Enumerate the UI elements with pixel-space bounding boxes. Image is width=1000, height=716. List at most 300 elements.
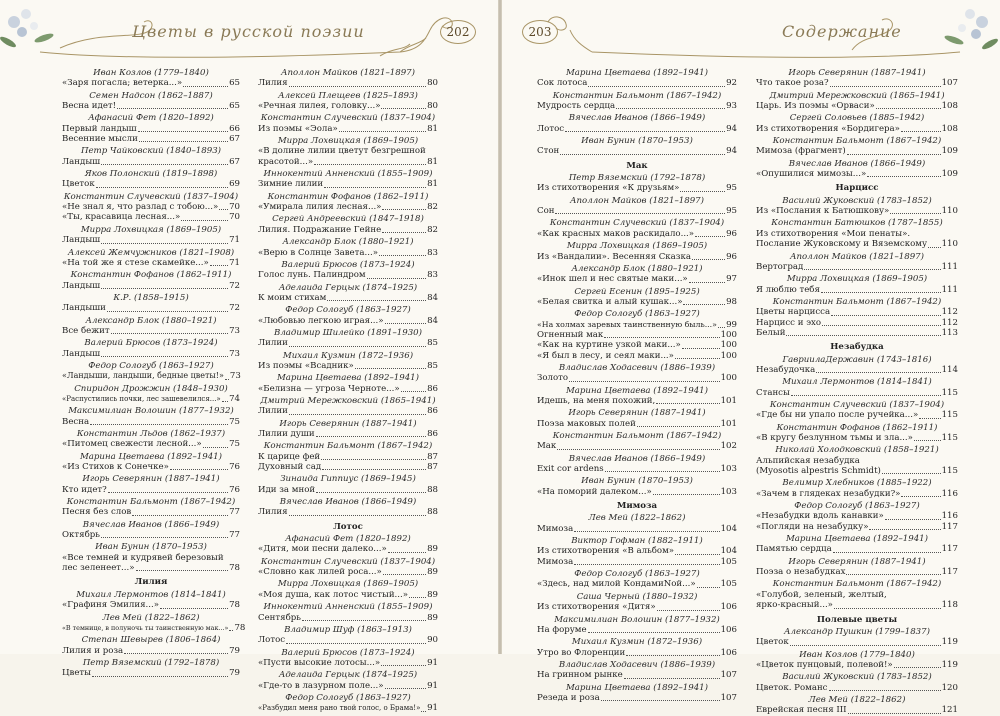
toc-entry bbox=[258, 590, 438, 600]
dot-leader bbox=[847, 154, 941, 155]
toc-entry-title: Из стихотворения «К друзьям» bbox=[537, 183, 680, 194]
toc-entry-title: «На той же я стезе скамейке...» bbox=[62, 257, 209, 268]
toc-entry bbox=[62, 101, 240, 111]
dot-leader bbox=[718, 327, 725, 328]
toc-entry bbox=[537, 396, 737, 406]
toc-entry bbox=[258, 293, 438, 303]
toc-page-number: 100 bbox=[720, 373, 737, 384]
toc-page-number: 66 bbox=[229, 123, 240, 134]
toc-page-number: 95 bbox=[726, 206, 737, 217]
toc-entry-title: лес зеленеет...» bbox=[62, 563, 135, 574]
toc-page-number: 78 bbox=[234, 622, 246, 633]
toc-entry bbox=[62, 349, 240, 359]
toc-entry bbox=[756, 660, 958, 670]
dot-leader bbox=[616, 108, 725, 109]
toc-entry-title: Лилия bbox=[258, 78, 288, 89]
dot-leader bbox=[409, 597, 426, 598]
toc-entry bbox=[756, 388, 958, 398]
dot-leader bbox=[286, 643, 426, 644]
dot-leader bbox=[96, 187, 228, 188]
toc-page-number: 70 bbox=[229, 212, 240, 223]
toc-page-number: 84 bbox=[427, 315, 438, 326]
toc-page-number: 103 bbox=[720, 486, 737, 497]
toc-author: Михаил Лермонтов (1814–1841) bbox=[76, 589, 226, 600]
toc-entry bbox=[537, 464, 737, 474]
toc-author: Афанасий Фет (1820–1892) bbox=[285, 534, 411, 545]
toc-author: Александр Пушкин (1799–1837) bbox=[784, 626, 930, 637]
dot-leader bbox=[117, 108, 228, 109]
toc-entry bbox=[756, 600, 958, 610]
toc-author: Валерий Брюсов (1873–1924) bbox=[84, 338, 218, 349]
toc-entry-title: Весна bbox=[62, 416, 90, 427]
right-page bbox=[502, 0, 1000, 716]
toc-entry bbox=[62, 78, 240, 88]
toc-author: Афанасий Фет (1820–1892) bbox=[88, 113, 214, 124]
toc-entry-title: Что такое роза? bbox=[756, 78, 829, 89]
toc-page-number: 73 bbox=[229, 348, 240, 359]
dot-leader bbox=[560, 154, 725, 155]
dot-leader bbox=[697, 587, 720, 588]
toc-page-number: 83 bbox=[427, 270, 438, 281]
toc-section-heading: Мак bbox=[626, 160, 648, 171]
toc-entry bbox=[756, 567, 958, 577]
toc-page-number: 107 bbox=[720, 670, 737, 681]
toc-author: Николай Холодковский (1858–1921) bbox=[775, 445, 939, 456]
toc-entry bbox=[62, 258, 240, 268]
toc-page-number: 89 bbox=[427, 567, 438, 578]
toc-author: Александр Блок (1880–1921) bbox=[571, 263, 703, 274]
dot-leader bbox=[830, 86, 941, 87]
toc-page-number: 94 bbox=[726, 146, 737, 157]
toc-entry bbox=[258, 316, 438, 326]
toc-entry-title: красотой...» bbox=[258, 156, 314, 167]
toc-author: Михаил Лермонтов (1814–1841) bbox=[782, 377, 932, 388]
toc-page-number: 67 bbox=[229, 156, 240, 167]
toc-entry bbox=[62, 212, 240, 222]
toc-page-number: 118 bbox=[941, 600, 958, 611]
toc-entry-title: Я люблю тебя bbox=[756, 284, 820, 295]
toc-entry-title: «Где-то в лазурном поле...» bbox=[258, 680, 384, 691]
toc-page-number: 101 bbox=[720, 395, 737, 406]
dot-leader bbox=[588, 632, 720, 633]
toc-entry-title: Идешь, на меня похожий, bbox=[537, 395, 656, 406]
toc-entry bbox=[62, 134, 240, 144]
dot-leader bbox=[605, 471, 720, 472]
dot-leader bbox=[901, 131, 941, 132]
dot-leader bbox=[382, 232, 426, 233]
toc-page-number: 117 bbox=[941, 544, 958, 555]
toc-author: Александр Блок (1880–1921) bbox=[282, 237, 414, 248]
toc-entry bbox=[62, 646, 240, 656]
toc-author: Иван Бунин (1870–1953) bbox=[581, 476, 693, 487]
toc-entry bbox=[756, 522, 958, 532]
toc-entry-title: «Ты, красавица лесная...» bbox=[62, 212, 181, 223]
toc-entry bbox=[537, 557, 737, 567]
toc-author: Виктор Гофман (1882–1911) bbox=[571, 536, 703, 547]
dot-leader bbox=[695, 236, 725, 237]
toc-page-number: 76 bbox=[229, 484, 240, 495]
toc-page-number: 89 bbox=[427, 544, 438, 555]
dot-leader bbox=[181, 220, 228, 221]
toc-author: Марина Цветаева (1892–1941) bbox=[565, 682, 708, 693]
toc-entry-title: «Разбудил меня рано твой голос, о Брама!» bbox=[258, 704, 421, 713]
toc-entry-title: ярко-красный...» bbox=[756, 600, 833, 611]
dot-leader bbox=[569, 381, 720, 382]
toc-entry bbox=[756, 511, 958, 521]
dot-leader bbox=[92, 676, 228, 677]
toc-entry bbox=[62, 326, 240, 336]
toc-author: Игорь Северянин (1887–1941) bbox=[82, 474, 220, 485]
dot-leader bbox=[588, 86, 725, 87]
toc-page-number: 70 bbox=[229, 202, 240, 213]
toc-author: Константин Бальмонт (1867–1942) bbox=[263, 441, 433, 452]
toc-page-number: 117 bbox=[941, 521, 958, 532]
dot-leader bbox=[316, 492, 426, 493]
toc-author: Константин Случевский (1837–1904) bbox=[63, 191, 239, 202]
toc-entry-title: Памятью сердца bbox=[756, 544, 832, 555]
toc-author: Константин Бальмонт (1867–1942) bbox=[772, 136, 942, 147]
toc-entry-title: Мудрость сердца bbox=[537, 101, 616, 112]
toc-entry bbox=[258, 613, 438, 623]
toc-entry-title: «Зачем в глядеках незабудки?» bbox=[756, 488, 901, 499]
toc-entry-line: «Все темней и кудрявей березовый bbox=[62, 552, 224, 563]
dot-leader bbox=[203, 447, 228, 448]
toc-page-number: 75 bbox=[229, 439, 240, 450]
toc-page-number: 87 bbox=[427, 462, 438, 473]
toc-entry bbox=[756, 705, 958, 715]
toc-entry bbox=[756, 410, 958, 420]
toc-page-number: 105 bbox=[720, 579, 737, 590]
toc-section-heading: Полевые цветы bbox=[816, 614, 898, 625]
toc-page-number: 67 bbox=[229, 134, 240, 145]
toc-author: Аполлон Майков (1821–1897) bbox=[570, 195, 704, 206]
toc-entry bbox=[62, 507, 240, 517]
toc-entry bbox=[258, 544, 438, 554]
toc-page-number: 109 bbox=[941, 146, 958, 157]
toc-entry-title: Белый bbox=[756, 327, 786, 338]
toc-page-number: 89 bbox=[427, 612, 438, 623]
toc-entry bbox=[258, 361, 438, 371]
toc-entry-title: «Незабудки вдоль канавки» bbox=[756, 511, 884, 522]
toc-section-heading: Лотос bbox=[333, 521, 363, 532]
dot-leader bbox=[604, 337, 719, 338]
toc-page-number: 107 bbox=[720, 692, 737, 703]
toc-author: Лев Мей (1822–1862) bbox=[102, 612, 200, 623]
toc-entry bbox=[537, 78, 737, 88]
toc-page-number: 110 bbox=[941, 206, 958, 217]
toc-entry-title: К моим стихам bbox=[258, 292, 327, 303]
toc-page-number: 91 bbox=[427, 703, 438, 714]
dot-leader bbox=[401, 391, 426, 392]
toc-entry-title: «Пусти высокие лотосы...» bbox=[258, 657, 381, 668]
toc-page-number: 110 bbox=[941, 239, 958, 250]
toc-page-number: 100 bbox=[720, 329, 737, 340]
toc-section-heading: Незабудка bbox=[830, 342, 884, 353]
toc-entry bbox=[258, 101, 438, 111]
page-number: 202 bbox=[440, 20, 476, 44]
toc-entry bbox=[756, 433, 958, 443]
toc-entry-title: Из стихотворения «Дитя» bbox=[537, 602, 656, 613]
dot-leader bbox=[339, 131, 426, 132]
toc-author: Иван Козлов (1779–1840) bbox=[799, 649, 915, 660]
toc-entry-title: Лилия bbox=[258, 507, 288, 518]
toc-author: Зинаида Гиппиус (1869–1945) bbox=[280, 474, 416, 485]
toc-entry-title: «Питомец свежести лесной...» bbox=[62, 439, 202, 450]
toc-author: Аполлон Майков (1821–1897) bbox=[281, 68, 415, 78]
toc-page-number: 82 bbox=[427, 202, 438, 213]
dot-leader bbox=[316, 436, 426, 437]
dot-leader bbox=[111, 333, 228, 334]
toc-entry bbox=[62, 439, 240, 449]
right-page-header bbox=[502, 0, 1000, 62]
floral-ornament-icon bbox=[502, 0, 1000, 62]
toc-entry-line: «В долине лилии цветут безгрешной bbox=[258, 146, 426, 157]
toc-entry bbox=[62, 303, 240, 313]
dot-leader bbox=[136, 570, 229, 571]
dot-leader bbox=[928, 247, 941, 248]
dot-leader bbox=[210, 265, 228, 266]
toc-entry-title: Октябрь bbox=[62, 530, 100, 541]
dot-leader bbox=[355, 368, 426, 369]
toc-entry bbox=[537, 124, 737, 134]
toc-entry bbox=[258, 157, 438, 167]
toc-page-number: 85 bbox=[427, 338, 438, 349]
toc-page-number: 107 bbox=[941, 78, 958, 89]
toc-entry-title: Утро во Флоренции bbox=[537, 647, 626, 658]
toc-author: Иннокентий Анненский (1855–1909) bbox=[263, 602, 433, 613]
dot-leader bbox=[791, 395, 941, 396]
toc-entry bbox=[62, 157, 240, 167]
toc-entry-title: Лилия. Подражание Гейне bbox=[258, 224, 382, 235]
toc-entry-title: Лилии bbox=[258, 406, 288, 417]
toc-section-heading: Лилия bbox=[134, 577, 168, 588]
toc-author: Максимилиан Волошин (1877–1932) bbox=[68, 406, 234, 417]
toc-entry-title: «Белизна — угроза Черноте...» bbox=[258, 383, 400, 394]
dot-leader bbox=[183, 86, 228, 87]
toc-entry bbox=[62, 668, 240, 678]
toc-entry-title: Лотос bbox=[258, 635, 286, 646]
toc-page-number: 79 bbox=[229, 645, 240, 656]
toc-entry-title: Из стихотворения «Бордигера» bbox=[756, 123, 900, 134]
dot-leader bbox=[138, 131, 228, 132]
toc-entry bbox=[537, 441, 737, 451]
toc-entry-title: Кто идет? bbox=[62, 484, 107, 495]
dot-leader bbox=[289, 346, 426, 347]
toc-entry bbox=[62, 202, 240, 212]
dot-leader bbox=[388, 552, 426, 553]
toc-entry-title: «Заря погасла; ветерка...» bbox=[62, 78, 183, 89]
dot-leader bbox=[289, 86, 427, 87]
toc-author: Дмитрий Мережковский (1865–1941) bbox=[260, 395, 436, 406]
dot-leader bbox=[869, 529, 940, 530]
toc-page-number: 73 bbox=[229, 371, 241, 382]
toc-page-number: 91 bbox=[427, 657, 438, 668]
toc-author: Игорь Северянин (1887–1941) bbox=[788, 556, 926, 567]
toc-page-number: 111 bbox=[941, 284, 958, 295]
toc-author: Федор Сологуб (1863–1927) bbox=[794, 501, 920, 512]
toc-entry-title: Цветы нарцисса bbox=[756, 307, 831, 318]
toc-entry bbox=[537, 297, 737, 307]
dot-leader bbox=[160, 608, 228, 609]
toc-entry bbox=[62, 417, 240, 427]
toc-page-number: 115 bbox=[941, 466, 958, 477]
toc-entry-title: Мимоза (фрагмент) bbox=[756, 146, 846, 157]
toc-author: Михаил Кузмин (1872–1936) bbox=[571, 637, 703, 648]
toc-entry bbox=[537, 351, 737, 361]
dot-leader bbox=[302, 620, 426, 621]
toc-page-number: 115 bbox=[941, 387, 958, 398]
toc-page-number: 115 bbox=[941, 433, 958, 443]
toc-entry-title: Духовный сад bbox=[258, 462, 322, 473]
toc-author: Саша Черный (1880–1932) bbox=[576, 591, 698, 602]
dot-leader bbox=[848, 713, 941, 714]
toc-entry bbox=[537, 693, 737, 703]
toc-page-number: 91 bbox=[427, 680, 438, 691]
toc-page-number: 88 bbox=[427, 507, 438, 518]
dot-leader bbox=[225, 379, 229, 380]
toc-author: Василий Жуковский (1783–1852) bbox=[782, 672, 932, 683]
toc-entry bbox=[537, 546, 737, 556]
toc-page-number: 95 bbox=[726, 183, 737, 194]
toc-page-number: 93 bbox=[726, 101, 737, 112]
toc-entry bbox=[756, 101, 958, 111]
dot-leader bbox=[834, 608, 941, 609]
dot-leader bbox=[822, 325, 941, 326]
toc-author: Аделаида Герцык (1874–1925) bbox=[278, 670, 418, 681]
toc-entry-title: Незабудочка bbox=[756, 364, 816, 375]
toc-author: Велимир Хлебников (1885–1922) bbox=[782, 478, 932, 489]
toc-author: Иван Бунин (1870–1953) bbox=[95, 542, 207, 553]
toc-entry-title: Поэза маковых полей bbox=[537, 418, 636, 429]
toc-entry bbox=[537, 625, 737, 635]
toc-entry bbox=[62, 622, 246, 633]
toc-page-number: 114 bbox=[941, 364, 958, 375]
toc-page-number: 109 bbox=[941, 169, 958, 180]
dot-leader bbox=[101, 537, 228, 538]
dot-leader bbox=[385, 688, 427, 689]
toc-page-number: 77 bbox=[229, 507, 240, 518]
dot-leader bbox=[139, 141, 228, 142]
dot-leader bbox=[383, 574, 426, 575]
toc-entry-title: Цветок bbox=[756, 637, 789, 648]
toc-entry-title: Стансы bbox=[756, 387, 790, 398]
toc-page-number: 119 bbox=[941, 659, 958, 670]
toc-entry-title: «Из Стихов к Сонечке» bbox=[62, 462, 169, 473]
dot-leader bbox=[289, 414, 426, 415]
dot-leader bbox=[914, 440, 941, 441]
toc-page-number: 71 bbox=[229, 235, 240, 246]
toc-page-number: 112 bbox=[941, 317, 958, 328]
toc-page-number: 86 bbox=[427, 383, 438, 394]
toc-entry-line: Альпийская незабудка bbox=[756, 455, 860, 466]
toc-author: Владимир Шилейко (1891–1930) bbox=[274, 327, 422, 338]
toc-entry-title: «Умирала лилия лесная...» bbox=[258, 202, 382, 213]
toc-page-number: 87 bbox=[427, 451, 438, 462]
toc-entry bbox=[756, 328, 958, 338]
toc-page-number: 100 bbox=[720, 350, 737, 361]
toc-page-number: 111 bbox=[941, 261, 958, 272]
dot-leader bbox=[831, 315, 940, 316]
toc-entry-title: Цветок bbox=[62, 179, 95, 190]
toc-author: Аполлон Майков (1821–1897) bbox=[790, 251, 924, 262]
toc-entry bbox=[537, 419, 737, 429]
toc-page-number: 76 bbox=[229, 462, 240, 473]
dot-leader bbox=[421, 711, 426, 712]
toc-entry-title: К царице фей bbox=[258, 451, 321, 462]
dot-leader bbox=[683, 304, 725, 305]
toc-author: Марина Цветаева (1892–1941) bbox=[785, 534, 928, 545]
dot-leader bbox=[680, 191, 725, 192]
toc-page-number: 119 bbox=[941, 637, 958, 648]
toc-page-number: 81 bbox=[427, 179, 438, 190]
toc-entry bbox=[258, 406, 438, 416]
toc-author: Константин Фофанов (1862–1911) bbox=[776, 422, 938, 433]
toc-entry-title: Exit cor ardens bbox=[537, 464, 604, 475]
dot-leader bbox=[327, 300, 426, 301]
toc-entry-title: Все бежит bbox=[62, 325, 110, 336]
toc-entry bbox=[62, 371, 240, 381]
toc-entry bbox=[62, 563, 240, 573]
toc-entry-title: «Здесь, над милой КондамиNой...» bbox=[537, 579, 696, 590]
toc-entry bbox=[62, 394, 240, 404]
toc-entry-title: «Моя душа, как лотос чистый...» bbox=[258, 589, 409, 600]
dot-leader bbox=[626, 655, 719, 656]
toc-entry-title: Золото bbox=[537, 373, 569, 384]
toc-author: Иннокентий Анненский (1855–1909) bbox=[263, 169, 433, 180]
dot-leader bbox=[574, 564, 719, 565]
toc-author: Федор Сологуб (1863–1927) bbox=[574, 569, 700, 580]
toc-author: Сергей Соловьев (1885–1942) bbox=[789, 113, 925, 124]
toc-entry-title: «Я был в лесу, и сеял маки...» bbox=[537, 350, 674, 361]
dot-leader bbox=[919, 418, 940, 419]
toc-page-number: 92 bbox=[726, 78, 737, 89]
toc-author: Иван Бунин (1870–1953) bbox=[581, 136, 693, 147]
toc-entry-line: Из стихотворения «Мои пенаты». bbox=[756, 228, 911, 239]
toc-entry bbox=[62, 600, 240, 610]
toc-author: Игорь Северянин (1887–1941) bbox=[568, 408, 706, 419]
dot-leader bbox=[894, 667, 941, 668]
toc-page-number: 77 bbox=[229, 530, 240, 541]
toc-author: Петр Вяземский (1792–1878) bbox=[82, 657, 220, 668]
dot-leader bbox=[829, 690, 941, 691]
toc-author: Аделаида Герцык (1874–1925) bbox=[278, 282, 418, 293]
toc-author: Вячеслав Иванов (1866–1949) bbox=[279, 497, 417, 508]
toc-author: Вячеслав Иванов (1866–1949) bbox=[568, 453, 706, 464]
toc-entry-title: Из «Вандалии». Весенняя Сказка bbox=[537, 251, 691, 262]
toc-author: Лев Мей (1822–1862) bbox=[588, 513, 686, 524]
toc-author: Алексей Плещеев (1825–1893) bbox=[278, 90, 418, 101]
toc-entry-title: Ландыш bbox=[62, 348, 101, 359]
toc-column-2 bbox=[258, 66, 438, 714]
toc-entry bbox=[537, 320, 737, 330]
toc-entry-title: На форуме bbox=[537, 624, 587, 635]
toc-page-number: 80 bbox=[427, 101, 438, 112]
toc-page-number: 65 bbox=[229, 101, 240, 112]
toc-page-number: 72 bbox=[229, 303, 240, 314]
toc-entry-title: Мимоза bbox=[537, 523, 574, 534]
toc-entry-title: «Распустились почки, лес зашевелился...» bbox=[62, 394, 221, 403]
toc-author: К.Р. (1858–1915) bbox=[113, 292, 189, 303]
toc-entry-title: Из «Послания к Батюшкову» bbox=[756, 206, 890, 217]
toc-entry-title: «Где бы ни упало после ручейка...» bbox=[756, 410, 919, 421]
dot-leader bbox=[381, 665, 426, 666]
dot-leader bbox=[846, 574, 940, 575]
toc-entry bbox=[258, 429, 438, 439]
toc-author: Владимир Шуф (1863–1913) bbox=[284, 624, 412, 635]
toc-page-number: 96 bbox=[726, 251, 737, 262]
toc-entry bbox=[258, 703, 438, 713]
toc-entry bbox=[62, 124, 240, 134]
